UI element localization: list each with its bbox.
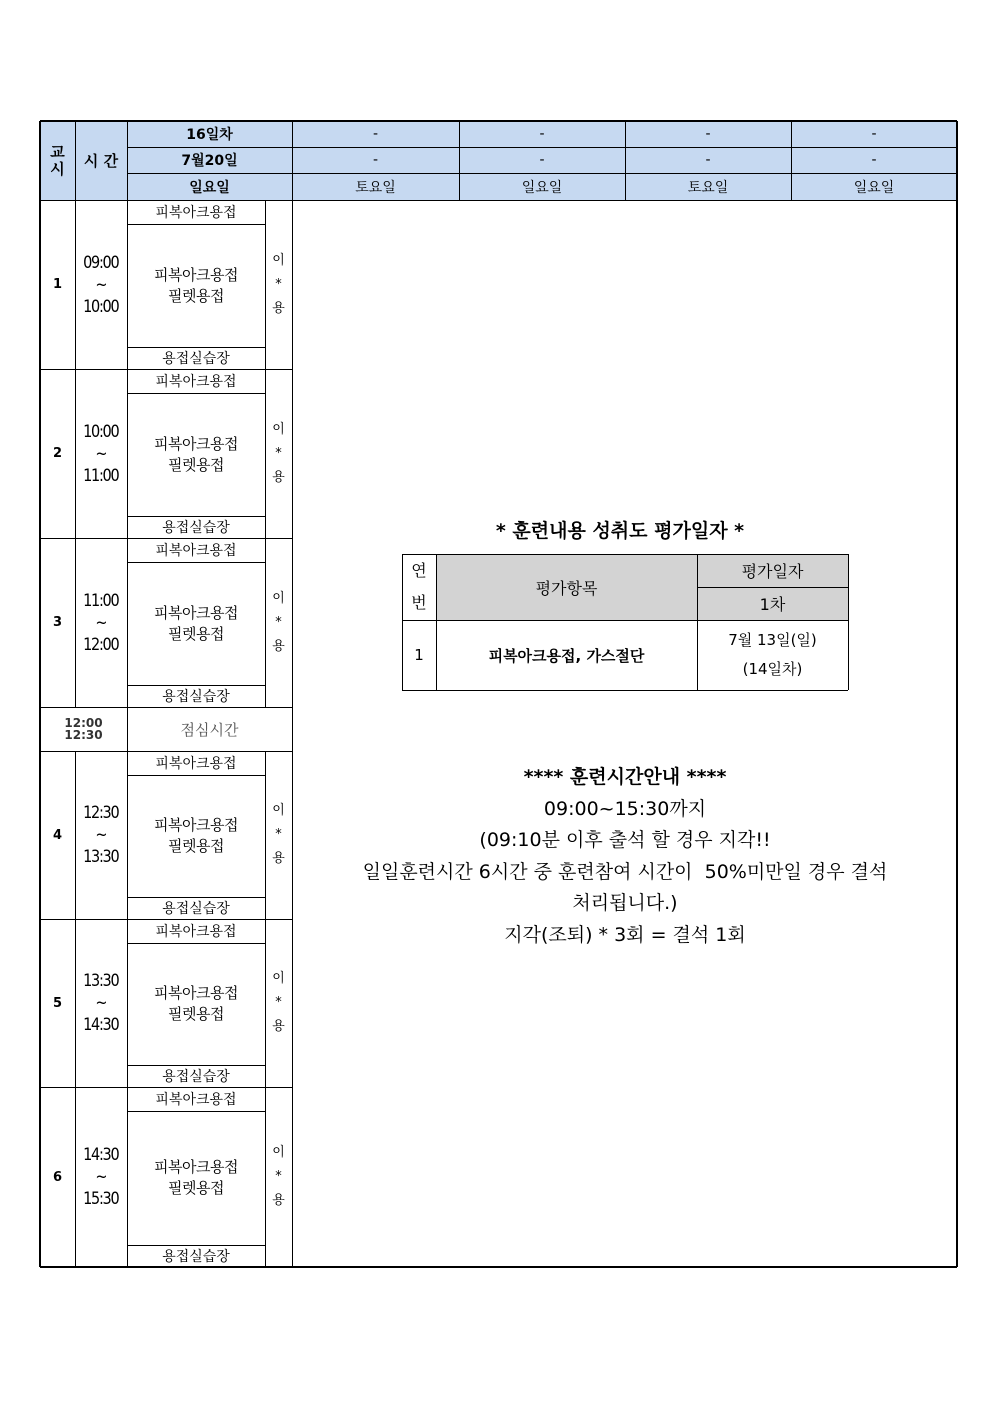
period-row-line xyxy=(40,707,292,708)
end-time: 14:30 xyxy=(83,1015,119,1035)
room-name: 용접실습장 xyxy=(162,689,230,705)
instructor-name: 이 * 용 xyxy=(272,803,285,866)
start-time: 12:30 xyxy=(83,803,119,823)
header-date-cell: - xyxy=(871,152,877,168)
header-day_number-cell: - xyxy=(539,126,545,142)
header-col-line xyxy=(459,121,460,200)
header-date-cell: 7월20일 xyxy=(181,153,238,169)
header-day_number-cell: - xyxy=(871,126,877,142)
period-time xyxy=(75,369,127,538)
table-border-top xyxy=(40,120,957,122)
header-col-line xyxy=(75,121,76,200)
evaluation-title: * 훈련내용 성취도 평가일자 * xyxy=(495,519,745,542)
eval-col-round: 1차 xyxy=(759,595,786,614)
course-divider xyxy=(127,943,265,944)
period-number: 3 xyxy=(52,615,63,630)
notice-absence-rule-cont: 처리됩니다.) xyxy=(572,892,678,914)
notice-late-rule: (09:10분 이후 출석 할 경우 지각!! xyxy=(479,829,771,851)
notice-penalty: 지각(조퇴) * 3회 = 결석 1회 xyxy=(504,923,746,946)
time-range xyxy=(83,970,118,1036)
time-range xyxy=(83,590,118,656)
header-day_number-cell: - xyxy=(372,126,379,142)
room-divider xyxy=(127,685,265,686)
course-divider xyxy=(127,562,265,563)
course-divider xyxy=(127,393,265,394)
start-time: 11:00 xyxy=(83,590,119,611)
room-divider xyxy=(127,347,265,348)
start-time: 10:00 xyxy=(83,421,119,442)
course-divider xyxy=(127,1111,265,1112)
start-time: 09:00 xyxy=(83,252,119,273)
time-separator: ~ xyxy=(95,612,107,633)
instructor-col-line xyxy=(265,200,266,707)
header-day_number-cell: - xyxy=(705,126,711,142)
course-name: 피복아크용접 xyxy=(155,205,237,221)
header-bottom-line xyxy=(40,200,957,201)
eval-row-no: 1 xyxy=(414,646,424,664)
period-row-line xyxy=(40,751,292,752)
eval-row-date: 7월 13일(일) (14일차) xyxy=(728,631,817,678)
header-weekday-cell: 일요일 xyxy=(189,179,230,196)
notice-hours: 09:00~15:30까지 xyxy=(543,797,707,820)
table-border-left xyxy=(39,121,41,1267)
eval-line xyxy=(402,554,403,690)
eval-col-no: 연 번 xyxy=(411,561,427,612)
header-row-line xyxy=(127,147,957,148)
header-col-line xyxy=(127,121,128,200)
instructor-name: 이 * 용 xyxy=(272,590,285,654)
period-time xyxy=(75,200,127,369)
eval-col-item: 평가항목 xyxy=(535,578,598,598)
header-date-cell: - xyxy=(372,152,379,168)
subject-name: 피복아크용접 필렛용접 xyxy=(154,1158,238,1197)
period-time xyxy=(75,751,127,919)
time-separator: ~ xyxy=(95,993,107,1013)
time-range xyxy=(83,1144,118,1210)
room-divider xyxy=(127,1245,265,1246)
period-row-line xyxy=(40,1087,292,1088)
lunch-label: 점심시간 xyxy=(180,720,239,739)
eval-line xyxy=(848,554,849,690)
instructor-name: 이 * 용 xyxy=(272,252,285,316)
eval-line xyxy=(402,620,848,621)
lunch-end: 12:30 xyxy=(64,728,103,742)
end-time: 10:00 xyxy=(83,296,119,317)
period-number: 1 xyxy=(52,277,63,292)
header-weekday-cell: 토요일 xyxy=(355,179,396,196)
eval-row-item: 피복아크용접, 가스절단 xyxy=(488,646,645,665)
period-row-line xyxy=(40,369,292,370)
lunch-time xyxy=(40,707,127,751)
training-notice xyxy=(300,762,950,957)
room-divider xyxy=(127,897,265,898)
table-border-right xyxy=(956,121,958,1267)
instructor-name: 이 * 용 xyxy=(272,971,285,1034)
course-col-line xyxy=(127,200,128,1267)
header-col-line xyxy=(292,121,293,200)
header-weekday-cell: 일요일 xyxy=(853,179,895,196)
subject-name: 피복아크용접 필렛용접 xyxy=(154,265,238,305)
eval-line xyxy=(697,587,848,588)
eval-line xyxy=(436,554,437,690)
time-separator: ~ xyxy=(95,274,107,295)
period-time xyxy=(75,919,127,1087)
subject-name: 피복아크용접 필렛용접 xyxy=(154,434,238,474)
end-time: 13:30 xyxy=(83,847,119,867)
period-row-line xyxy=(40,538,292,539)
time-header: 시 간 xyxy=(83,152,119,170)
subject-name: 피복아크용접 필렛용접 xyxy=(154,816,238,855)
header-day_number-cell: 16일차 xyxy=(186,127,233,143)
header-weekday-cell: 토요일 xyxy=(687,179,729,196)
eval-col-date: 평가일자 xyxy=(741,562,804,581)
instructor-name: 이 * 용 xyxy=(272,421,285,485)
eval-line xyxy=(402,690,848,691)
header-date-cell: - xyxy=(539,152,545,168)
end-time: 15:30 xyxy=(83,1189,119,1209)
eval-line xyxy=(402,554,848,555)
period-number: 4 xyxy=(52,827,63,843)
header-weekday-cell: 일요일 xyxy=(521,179,563,196)
header-col-line xyxy=(791,121,792,200)
room-divider xyxy=(127,516,265,517)
time-range xyxy=(83,252,118,318)
subject-name: 피복아크용접 필렛용접 xyxy=(154,603,238,643)
time-separator: ~ xyxy=(95,443,107,464)
notice-title: **** 훈련시간안내 **** xyxy=(523,766,727,788)
instructor-col-line xyxy=(265,751,266,1267)
right-col-line xyxy=(292,200,293,1267)
period-number: 6 xyxy=(52,1169,63,1185)
time-range xyxy=(83,802,118,868)
time-range xyxy=(83,421,118,487)
period-row-line xyxy=(40,919,292,920)
instructor-name: 이 * 용 xyxy=(272,1145,285,1208)
room-divider xyxy=(127,1065,265,1066)
room-name: 용접실습장 xyxy=(162,351,230,367)
course-name: 피복아크용접 xyxy=(155,756,237,772)
eval-line xyxy=(697,554,698,690)
subject-name: 피복아크용접 필렛용접 xyxy=(154,984,238,1023)
room-name: 용접실습장 xyxy=(162,901,230,917)
time-col-line xyxy=(75,200,76,707)
course-name: 피복아크용접 xyxy=(155,374,237,390)
time-separator: ~ xyxy=(95,1167,107,1187)
header-date-cell: - xyxy=(705,152,711,168)
period-time xyxy=(75,538,127,707)
table-border-bottom xyxy=(40,1266,957,1268)
course-name: 피복아크용접 xyxy=(155,1092,237,1108)
room-name: 용접실습장 xyxy=(162,520,230,536)
room-name: 용접실습장 xyxy=(162,1069,230,1085)
time-col-line xyxy=(75,751,76,1267)
room-name: 용접실습장 xyxy=(162,1249,230,1265)
start-time: 14:30 xyxy=(83,1145,119,1165)
period-header: 교 시 xyxy=(50,142,65,178)
course-divider xyxy=(127,775,265,776)
end-time: 11:00 xyxy=(83,465,119,486)
course-name: 피복아크용접 xyxy=(155,924,237,940)
course-divider xyxy=(127,224,265,225)
course-name: 피복아크용접 xyxy=(155,543,237,559)
time-separator: ~ xyxy=(95,825,107,845)
header-row-line xyxy=(127,173,957,174)
period-number: 2 xyxy=(52,446,63,461)
header-col-line xyxy=(625,121,626,200)
end-time: 12:00 xyxy=(83,634,119,655)
period-number: 5 xyxy=(52,995,63,1011)
start-time: 13:30 xyxy=(83,971,119,991)
period-time xyxy=(75,1087,127,1267)
lunch-start: 12:00 xyxy=(64,716,103,730)
notice-absence-rule: 일일훈련시간 6시간 중 훈련참여 시간이 50%미만일 경우 결석 xyxy=(362,860,888,883)
